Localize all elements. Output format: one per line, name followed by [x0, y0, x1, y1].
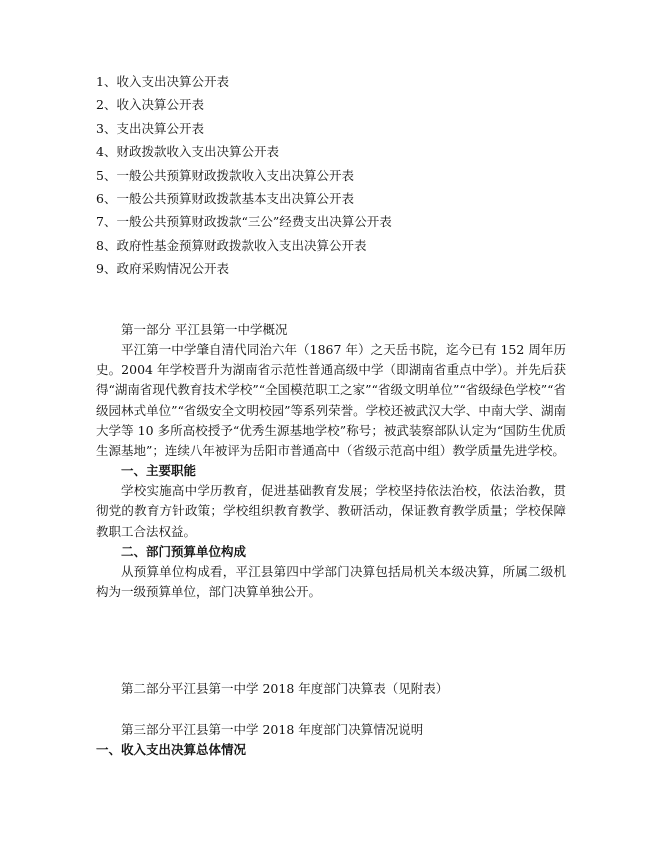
part1-title: 第一部分 平江县第一中学概况 — [121, 322, 288, 337]
list-item: 4、财政拨款收入支出决算公开表 — [96, 144, 279, 160]
list-item: 9、政府采购情况公开表 — [96, 261, 229, 277]
part1-section — [96, 320, 566, 602]
part3-section — [96, 720, 566, 760]
part3-title: 第三部分平江县第一中学 2018 年度部门决算情况说明 — [121, 722, 424, 737]
list-item: 3、支出决算公开表 — [96, 120, 204, 136]
part2-section — [96, 679, 566, 699]
list-item: 2、收入决算公开表 — [96, 97, 204, 113]
part2-title: 第二部分平江县第一中学 2018 年度部门决算表（见附表） — [121, 681, 449, 696]
list-item: 5、一般公共预算财政拨款收入支出决算公开表 — [96, 167, 354, 183]
main-functions-paragraph: 学校实施高中学历教育，促进基础教育发展；学校坚持依法治校，依法治教，贯彻党的教育方针政策；学校组织教育教学、教研活动，保证教育教学质量；学校保障教职工合法权益。 — [96, 483, 566, 539]
budget-unit-paragraph: 从预算单位构成看，平江县第四中学部门决算包括局机关本级决算，所属二级机构为一级预算单位，部门决算单独公开。 — [96, 563, 566, 600]
revenue-expenditure-heading: 一、收入支出决算总体情况 — [96, 742, 247, 757]
list-item: 6、一般公共预算财政拨款基本支出决算公开表 — [96, 190, 354, 206]
budget-unit-heading: 二、部门预算单位构成 — [121, 543, 247, 559]
school-intro-paragraph: 平江第一中学肇自清代同治六年（1867 年）之天岳书院，迄今已有 152 周年历史。2004 年学校晋升为湖南省示范性普通高级中学（即湖南省重点中学）。并先后获得“湖南省现代教育技术学校”“全国模范职工之家”“省级文明单位”“省级绿色学校”“省级园林式单位”“省级安全文明校园”等系列荣誉。学校还被武汉大学、中南大学、湖南大学等 10 多所高校授予“优秀生源基地学校”称号；被武装察部队认定为“国防生优质生源基地”；连续八年被评为岳阳市普通高中（省级示范高中组）教学质量先进学校。 — [96, 342, 567, 459]
list-item: 7、一般公共预算财政拨款“三公”经费支出决算公开表 — [96, 214, 392, 230]
list-item: 1、收入支出决算公开表 — [96, 74, 229, 89]
attachment-table-list — [96, 70, 566, 281]
main-functions-heading: 一、主要职能 — [121, 463, 197, 479]
list-item: 8、政府性基金预算财政拨款收入支出决算公开表 — [96, 237, 367, 253]
